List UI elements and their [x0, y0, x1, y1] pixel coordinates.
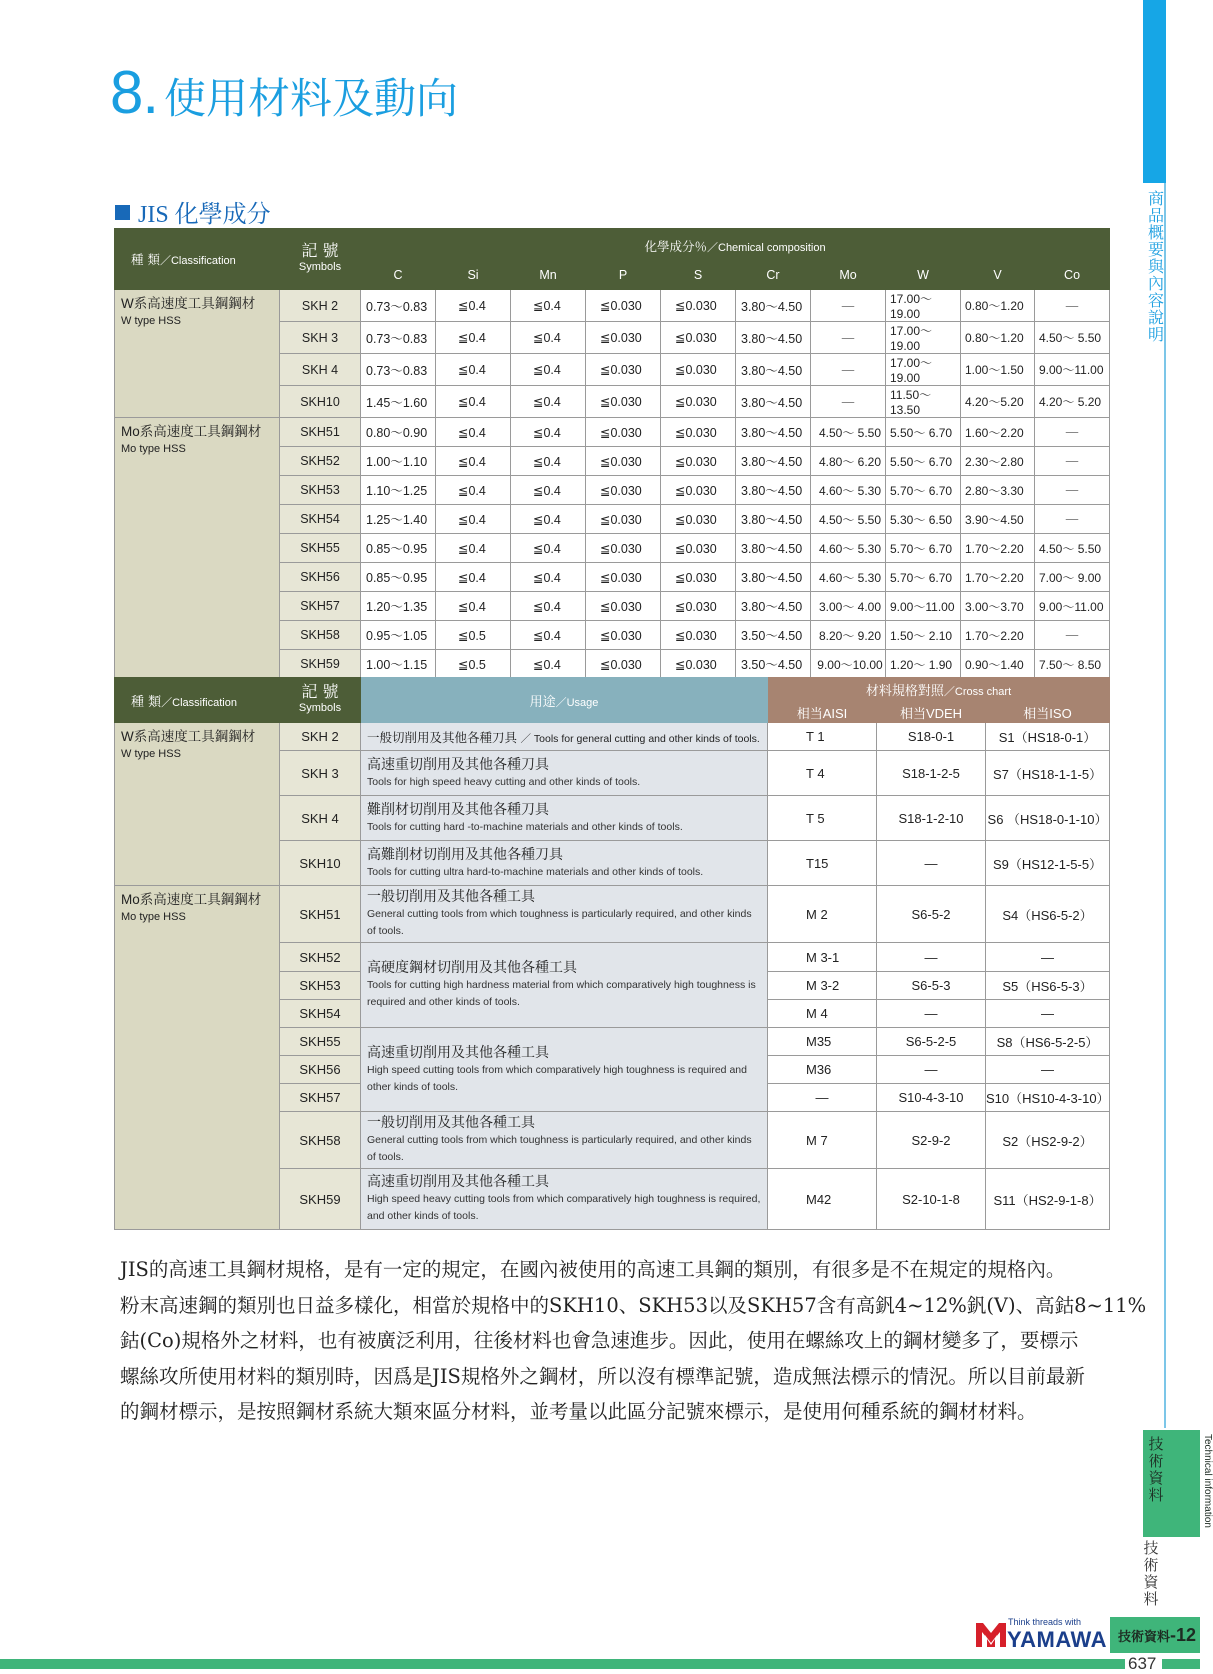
classification-cn: W系高速度工具鋼鋼材 [121, 729, 256, 744]
table-row [115, 418, 1110, 447]
cell-mo: — [811, 322, 886, 354]
usage-cell [361, 796, 768, 841]
symbol-cell: SKH55 [280, 534, 361, 563]
cell-mo: — [811, 386, 886, 418]
cell-mo: 3.00～ 4.00 [811, 592, 886, 621]
usage-en: Tools for cutting hard -to-machine materials and other kinds of tools. [367, 820, 683, 833]
table-row [115, 886, 1110, 943]
usage-cross-chart-table [114, 677, 1110, 1230]
header-col-aisi: 相当AISI [768, 702, 877, 723]
cell-cr: 3.80～4.50 [736, 534, 811, 563]
side-tab-blue [1143, 0, 1166, 183]
cell-mn: ≦0.4 [511, 447, 586, 476]
side-tab-technical-en: Technical information [1202, 1434, 1213, 1528]
page-title-text: 使用材料及動向 [164, 74, 459, 123]
cell-p: ≦0.030 [586, 418, 661, 447]
cell-iso: — [986, 1000, 1110, 1028]
cell-p: ≦0.030 [586, 354, 661, 386]
cell-s: ≦0.030 [661, 386, 736, 418]
header-col-v: V [961, 261, 1035, 290]
cell-v: 1.70～2.20 [961, 563, 1035, 592]
cell-w: 9.00～11.00 [886, 592, 961, 621]
cell-co: — [1035, 505, 1110, 534]
cell-vdeh: — [877, 1056, 986, 1084]
usage-cn: 高速重切削用及其他各種工具 [367, 1174, 549, 1190]
side-tab-technical-cn: 技術資料 [1148, 1436, 1164, 1504]
cell-co: — [1035, 621, 1110, 650]
cell-v: 3.90～4.50 [961, 505, 1035, 534]
cell-mo: 4.60～ 5.30 [811, 476, 886, 505]
classification-en: W type HSS [121, 315, 181, 327]
header-col-s: S [661, 261, 736, 290]
cell-cr: 3.50～4.50 [736, 650, 811, 679]
cell-si: ≦0.5 [436, 621, 511, 650]
cell-cr: 3.80～4.50 [736, 290, 811, 322]
cell-v: 0.90～1.40 [961, 650, 1035, 679]
cell-w: 5.30～ 6.50 [886, 505, 961, 534]
cell-p: ≦0.030 [586, 563, 661, 592]
table-row [115, 723, 1110, 751]
cell-aisi: T 1 [768, 723, 877, 751]
cell-p: ≦0.030 [586, 476, 661, 505]
paragraph-line: 鈷(Co)規格外之材料，也有被廣泛利用，往後材料也會急速進步。因此，使用在螺絲攻上的鋼材變多了，要標示 [120, 1329, 1079, 1352]
cell-aisi: — [768, 1084, 877, 1112]
cell-mn: ≦0.4 [511, 290, 586, 322]
usage-en: High speed cutting tools from which comparatively high toughness is required and other kinds of tools. [367, 1063, 747, 1093]
cell-mo: — [811, 290, 886, 322]
side-label-technical: 技術資料 [1143, 1540, 1159, 1608]
symbol-cell: SKH51 [280, 886, 361, 943]
usage-en: General cutting tools from which toughness is particularly required, and other kinds of tools. [367, 908, 752, 937]
cell-w: 17.00～19.00 [886, 354, 961, 386]
usage-cn: 一般切削用及其他各種刀具 [367, 730, 518, 745]
chemical-composition-table [114, 228, 1110, 679]
symbol-cell: SKH 3 [280, 751, 361, 796]
cell-co: 7.00～ 9.00 [1035, 563, 1110, 592]
cell-aisi: M42 [768, 1169, 877, 1230]
cell-cr: 3.80～4.50 [736, 447, 811, 476]
usage-cn: 高硬度鋼材切削用及其他各種工具 [367, 960, 577, 976]
classification-cell [115, 723, 280, 886]
cell-iso: — [986, 943, 1110, 972]
cell-vdeh: S18-0-1 [877, 723, 986, 751]
symbol-cell: SKH54 [280, 505, 361, 534]
usage-en: Tools for high speed heavy cutting and other kinds of tools. [367, 775, 641, 788]
usage-cn: 一般切削用及其他各種工具 [367, 1115, 535, 1131]
symbol-cell: SKH58 [280, 621, 361, 650]
side-tab-technical[interactable] [1143, 1430, 1213, 1537]
symbol-cell: SKH59 [280, 650, 361, 679]
cell-mn: ≦0.4 [511, 354, 586, 386]
page-number: 637 [1128, 1654, 1157, 1673]
symbol-cell: SKH10 [280, 841, 361, 886]
cell-si: ≦0.4 [436, 354, 511, 386]
yamawa-logo [975, 1617, 1107, 1653]
cell-s: ≦0.030 [661, 534, 736, 563]
symbol-cell: SKH53 [280, 972, 361, 1000]
cell-cr: 3.80～4.50 [736, 476, 811, 505]
cell-s: ≦0.030 [661, 650, 736, 679]
body-paragraph [120, 1252, 1150, 1430]
cell-v: 4.20～5.20 [961, 386, 1035, 418]
symbol-cell: SKH 3 [280, 322, 361, 354]
cell-p: ≦0.030 [586, 505, 661, 534]
cell-vdeh: S18-1-2-10 [877, 796, 986, 841]
cell-aisi: M 3-2 [768, 972, 877, 1000]
cell-mo: 4.50～ 5.50 [811, 505, 886, 534]
cell-w: 5.70～ 6.70 [886, 563, 961, 592]
header-col-si: Si [436, 261, 511, 290]
cell-mn: ≦0.4 [511, 592, 586, 621]
header-col-mn: Mn [511, 261, 586, 290]
cell-cr: 3.80～4.50 [736, 322, 811, 354]
cell-w: 5.50～ 6.70 [886, 418, 961, 447]
cell-si: ≦0.4 [436, 386, 511, 418]
cell-c: 0.73～0.83 [361, 290, 436, 322]
cell-w: 17.00～19.00 [886, 322, 961, 354]
cell-c: 0.73～0.83 [361, 322, 436, 354]
header-col-vdeh: 相当VDEH [877, 702, 986, 723]
cell-vdeh: S18-1-2-5 [877, 751, 986, 796]
symbol-cell: SKH 2 [280, 723, 361, 751]
cell-w: 17.00～19.00 [886, 290, 961, 322]
symbol-cell: SKH58 [280, 1112, 361, 1169]
classification-cell [115, 290, 280, 418]
cell-v: 1.70～2.20 [961, 534, 1035, 563]
cell-s: ≦0.030 [661, 418, 736, 447]
usage-en: High speed heavy cutting tools from which comparatively high toughness is required, and other kinds of tools. [367, 1193, 761, 1222]
section-heading [115, 194, 271, 229]
usage-cell [361, 1112, 768, 1169]
header-col-iso: 相当ISO [986, 702, 1110, 723]
symbol-cell: SKH57 [280, 1084, 361, 1112]
header-chemical-composition: 化學成分％／Chemical composition [361, 229, 1110, 261]
cell-mn: ≦0.4 [511, 650, 586, 679]
header-col-cr: Cr [736, 261, 811, 290]
header-col-c: C [361, 261, 436, 290]
cell-c: 1.25～1.40 [361, 505, 436, 534]
usage-cell [361, 943, 768, 1028]
usage-cn: 高速重切削用及其他各種刀具 [367, 756, 549, 773]
usage-cn: 一般切削用及其他各種工具 [367, 889, 535, 905]
header-col-co: Co [1035, 261, 1110, 290]
cell-v: 3.00～3.70 [961, 592, 1035, 621]
cell-iso: S10（HS10-4-3-10） [986, 1084, 1110, 1112]
cell-c: 0.85～0.95 [361, 563, 436, 592]
cell-mn: ≦0.4 [511, 563, 586, 592]
cell-c: 0.80～0.90 [361, 418, 436, 447]
cell-mn: ≦0.4 [511, 322, 586, 354]
cell-mo: 4.50～ 5.50 [811, 418, 886, 447]
cell-v: 2.30～2.80 [961, 447, 1035, 476]
cell-w: 1.50～ 2.10 [886, 621, 961, 650]
usage-cell [361, 1028, 768, 1112]
cell-w: 5.70～ 6.70 [886, 534, 961, 563]
cell-vdeh: S6-5-3 [877, 972, 986, 1000]
usage-cell [361, 886, 768, 943]
logo-name: YAMAWA [1007, 1627, 1107, 1652]
footer-bar [0, 1659, 1125, 1669]
square-bullet-icon [115, 205, 130, 220]
usage-cell [361, 841, 768, 886]
section-heading-text: JIS 化學成分 [138, 202, 271, 228]
cell-s: ≦0.030 [661, 592, 736, 621]
cell-iso: S4（HS6-5-2） [986, 886, 1110, 943]
symbol-cell: SKH52 [280, 447, 361, 476]
cell-w: 1.20～ 1.90 [886, 650, 961, 679]
cell-p: ≦0.030 [586, 386, 661, 418]
cell-v: 1.60～2.20 [961, 418, 1035, 447]
cell-si: ≦0.5 [436, 650, 511, 679]
cell-p: ≦0.030 [586, 621, 661, 650]
cell-v: 1.00～1.50 [961, 354, 1035, 386]
paragraph-line: 的鋼材標示，是按照鋼材系統大類來區分材料，並考量以此區分記號來標示，是使用何種系統的鋼材材料。 [120, 1400, 1037, 1423]
side-tab-label-overview[interactable]: 商品概要與內容說明 [1147, 189, 1164, 344]
cell-mo: 4.80～ 6.20 [811, 447, 886, 476]
classification-cell [115, 886, 280, 1230]
symbol-cell: SKH56 [280, 563, 361, 592]
header-col-w: W [886, 261, 961, 290]
cell-mn: ≦0.4 [511, 534, 586, 563]
symbol-cell: SKH53 [280, 476, 361, 505]
cell-aisi: M 4 [768, 1000, 877, 1028]
usage-cn: 難削材切削用及其他各種刀具 [367, 801, 549, 818]
cell-si: ≦0.4 [436, 592, 511, 621]
classification-en: Mo type HSS [121, 443, 186, 455]
cell-cr: 3.50～4.50 [736, 621, 811, 650]
logo-tagline: Think threads with [1008, 1617, 1082, 1627]
cell-mn: ≦0.4 [511, 386, 586, 418]
cell-si: ≦0.4 [436, 418, 511, 447]
header-cross-chart: 材料規格對照／Cross chart [768, 678, 1110, 702]
page-title [110, 58, 458, 127]
cell-cr: 3.80～4.50 [736, 354, 811, 386]
cell-vdeh: S10-4-3-10 [877, 1084, 986, 1112]
usage-en: ／ Tools for general cutting and other kinds of tools. [520, 732, 760, 745]
symbol-cell: SKH 4 [280, 354, 361, 386]
cell-co: 7.50～ 8.50 [1035, 650, 1110, 679]
symbol-cell: SKH51 [280, 418, 361, 447]
symbol-cell: SKH57 [280, 592, 361, 621]
usage-en: General cutting tools from which toughness is particularly required, and other kinds of tools. [367, 1134, 752, 1163]
cell-w: 5.70～ 6.70 [886, 476, 961, 505]
classification-cn: Mo系高速度工具鋼鋼材 [121, 892, 262, 907]
cell-w: 11.50～13.50 [886, 386, 961, 418]
cell-si: ≦0.4 [436, 447, 511, 476]
cell-vdeh: S2-9-2 [877, 1112, 986, 1169]
cell-s: ≦0.030 [661, 621, 736, 650]
cell-mn: ≦0.4 [511, 418, 586, 447]
symbol-cell: SKH56 [280, 1056, 361, 1084]
cell-aisi: M36 [768, 1056, 877, 1084]
cell-si: ≦0.4 [436, 322, 511, 354]
symbol-cell: SKH54 [280, 1000, 361, 1028]
cell-vdeh: S2-10-1-8 [877, 1169, 986, 1230]
usage-cell [361, 751, 768, 796]
cell-iso: S5（HS6-5-3） [986, 972, 1110, 1000]
cell-cr: 3.80～4.50 [736, 505, 811, 534]
classification-cn: W系高速度工具鋼鋼材 [121, 296, 256, 311]
cell-p: ≦0.030 [586, 534, 661, 563]
cell-vdeh: S6-5-2-5 [877, 1028, 986, 1056]
usage-cell [361, 723, 768, 751]
cell-aisi: T 4 [768, 751, 877, 796]
cell-co: — [1035, 447, 1110, 476]
paragraph-line: JIS的高速工具鋼材規格，是有一定的規定，在國內被使用的高速工具鋼的類別，有很多是不在規定的規格內。 [120, 1258, 1066, 1281]
usage-cell [361, 1169, 768, 1230]
cell-p: ≦0.030 [586, 447, 661, 476]
header-symbols: 記 號 Symbols [280, 678, 361, 723]
cell-mo: 9.00～10.00 [811, 650, 886, 679]
cell-s: ≦0.030 [661, 447, 736, 476]
classification-en: Mo type HSS [121, 911, 186, 923]
header-col-p: P [586, 261, 661, 290]
cell-co: 4.20～ 5.20 [1035, 386, 1110, 418]
usage-cn: 高速重切削用及其他各種工具 [367, 1044, 549, 1061]
cell-mn: ≦0.4 [511, 476, 586, 505]
cell-aisi: M 3-1 [768, 943, 877, 972]
cell-iso: S9（HS12-1-5-5） [986, 841, 1110, 886]
cell-co: 4.50～ 5.50 [1035, 322, 1110, 354]
cell-iso: S8（HS6-5-2-5） [986, 1028, 1110, 1056]
cell-cr: 3.80～4.50 [736, 592, 811, 621]
cell-co: — [1035, 476, 1110, 505]
cell-s: ≦0.030 [661, 290, 736, 322]
cell-c: 0.95～1.05 [361, 621, 436, 650]
cell-iso: S7（HS18-1-1-5） [986, 751, 1110, 796]
header-classification: 種 類／Classification [115, 229, 280, 290]
cell-c: 1.20～1.35 [361, 592, 436, 621]
cell-vdeh: S6-5-2 [877, 886, 986, 943]
cell-aisi: M35 [768, 1028, 877, 1056]
cell-cr: 3.80～4.50 [736, 418, 811, 447]
classification-en: W type HSS [121, 748, 181, 760]
header-symbols: 記 號 Symbols [280, 229, 361, 290]
usage-cn: 高難削材切削用及其他各種刀具 [367, 846, 563, 863]
cell-s: ≦0.030 [661, 322, 736, 354]
cell-v: 0.80～1.20 [961, 290, 1035, 322]
cell-v: 0.80～1.20 [961, 322, 1035, 354]
paragraph-line: 螺絲攻所使用材料的類別時，因爲是JIS規格外之鋼材，所以沒有標準記號，造成無法標示的情況。所以目前最新 [120, 1364, 1085, 1388]
classification-cell [115, 418, 280, 679]
symbol-cell: SKH59 [280, 1169, 361, 1230]
cell-s: ≦0.030 [661, 563, 736, 592]
cell-vdeh: — [877, 943, 986, 972]
cell-co: 9.00～11.00 [1035, 354, 1110, 386]
cell-c: 0.73～0.83 [361, 354, 436, 386]
cell-s: ≦0.030 [661, 354, 736, 386]
cell-v: 1.70～2.20 [961, 621, 1035, 650]
cell-co: — [1035, 418, 1110, 447]
header-col-mo: Mo [811, 261, 886, 290]
symbol-cell: SKH52 [280, 943, 361, 972]
header-usage: 用途／Usage [361, 678, 768, 723]
cell-aisi: T15 [768, 841, 877, 886]
section-number: 8. [110, 59, 159, 126]
cell-s: ≦0.030 [661, 476, 736, 505]
cell-mo: 8.20～ 9.20 [811, 621, 886, 650]
cell-p: ≦0.030 [586, 592, 661, 621]
yamawa-logo-icon [975, 1621, 1007, 1649]
cell-c: 1.45～1.60 [361, 386, 436, 418]
cell-c: 0.85～0.95 [361, 534, 436, 563]
cell-w: 5.50～ 6.70 [886, 447, 961, 476]
cell-cr: 3.80～4.50 [736, 563, 811, 592]
cell-s: ≦0.030 [661, 505, 736, 534]
header-classification: 種 類／Classification [115, 678, 280, 723]
symbol-cell: SKH55 [280, 1028, 361, 1056]
classification-cn: Mo系高速度工具鋼鋼材 [121, 424, 262, 439]
cell-mo: 4.60～ 5.30 [811, 563, 886, 592]
cell-p: ≦0.030 [586, 650, 661, 679]
cell-mo: 4.60～ 5.30 [811, 534, 886, 563]
cell-p: ≦0.030 [586, 322, 661, 354]
cell-c: 1.00～1.15 [361, 650, 436, 679]
cell-si: ≦0.4 [436, 290, 511, 322]
cell-aisi: M 2 [768, 886, 877, 943]
side-divider-line [1164, 183, 1166, 1428]
cell-co: — [1035, 290, 1110, 322]
cell-aisi: T 5 [768, 796, 877, 841]
symbol-cell: SKH10 [280, 386, 361, 418]
footer-section-tag: 技術資料-12 [1110, 1617, 1200, 1653]
cell-co: 4.50～ 5.50 [1035, 534, 1110, 563]
usage-en: Tools for cutting ultra hard-to-machine materials and other kinds of tools. [367, 865, 704, 878]
cell-iso: S11（HS2-9-1-8） [986, 1169, 1110, 1230]
cell-p: ≦0.030 [586, 290, 661, 322]
cell-iso: S2（HS2-9-2） [986, 1112, 1110, 1169]
cell-si: ≦0.4 [436, 476, 511, 505]
paragraph-line: 粉末高速鋼的類別也日益多樣化，相當於規格中的SKH10、SKH53以及SKH57含有高釩4~12%釩(V)、高鈷8~11% [120, 1293, 1147, 1317]
table-row [115, 290, 1110, 322]
cell-mn: ≦0.4 [511, 505, 586, 534]
cell-v: 2.80～3.30 [961, 476, 1035, 505]
cell-si: ≦0.4 [436, 563, 511, 592]
cell-mn: ≦0.4 [511, 621, 586, 650]
cell-co: 9.00～11.00 [1035, 592, 1110, 621]
cell-iso: S1（HS18-0-1） [986, 723, 1110, 751]
cell-si: ≦0.4 [436, 534, 511, 563]
cell-mo: — [811, 354, 886, 386]
symbol-cell: SKH 2 [280, 290, 361, 322]
cell-vdeh: — [877, 841, 986, 886]
cell-vdeh: — [877, 1000, 986, 1028]
symbol-cell: SKH 4 [280, 796, 361, 841]
cell-iso: S6 （HS18-0-1-10） [986, 796, 1110, 841]
cell-c: 1.00～1.10 [361, 447, 436, 476]
cell-si: ≦0.4 [436, 505, 511, 534]
footer-bar [1162, 1659, 1200, 1669]
cell-aisi: M 7 [768, 1112, 877, 1169]
usage-en: Tools for cutting high hardness material from which comparatively high toughness is required and other kinds of tools. [367, 979, 756, 1008]
cell-c: 1.10～1.25 [361, 476, 436, 505]
cell-cr: 3.80～4.50 [736, 386, 811, 418]
cell-iso: — [986, 1056, 1110, 1084]
